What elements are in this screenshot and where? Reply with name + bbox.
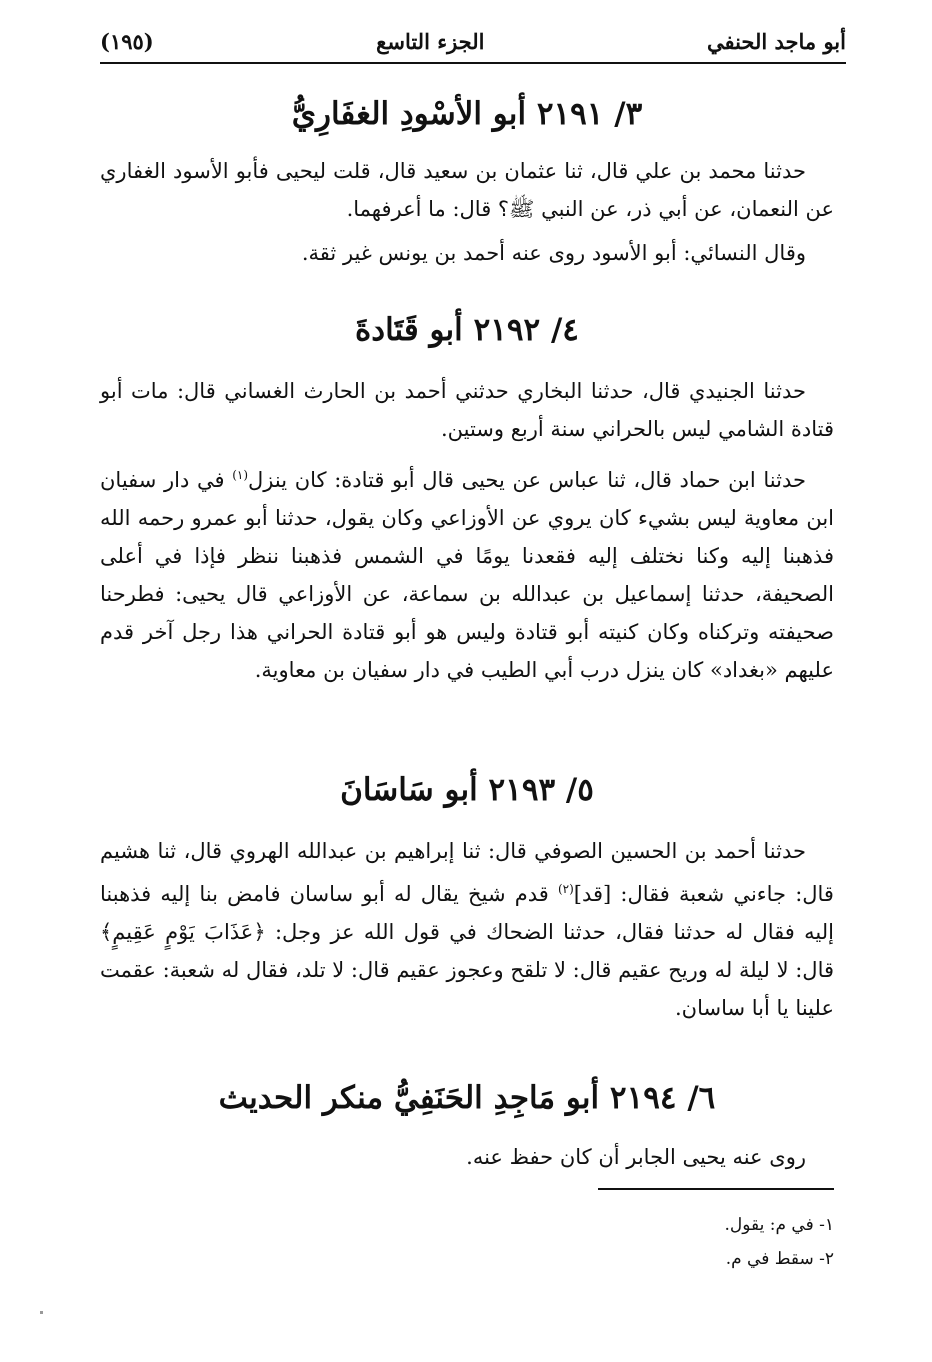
entry-heading-2192: ٤/ ٢١٩٢ أبو قَتَادةَ — [355, 312, 579, 348]
footnote: ١- في م: يقول. — [724, 1215, 834, 1235]
footnote-ref: (١) — [232, 468, 249, 482]
footnote: ٢- سقط في م. — [725, 1249, 834, 1269]
entry-heading-2191: ٣/ ٢١٩١ أبو الأسْودِ الغفَارِيُّ — [291, 96, 643, 132]
entry-body-2191 — [100, 152, 834, 272]
entry-body-2192 — [100, 372, 834, 689]
volume-title: الجزء التاسع — [376, 28, 485, 54]
paragraph: حدثنا محمد بن علي قال، ثنا عثمان بن سعيد قال، قلت ليحيى فأبو الأسود الغفاري عن النعمان، عن أبي ذر، عن النبي ﷺ؟ قال: ما أعرفهما. — [100, 159, 834, 221]
paragraph: وقال النسائي: أبو الأسود روى عنه أحمد بن يونس غير ثقة. — [301, 241, 806, 265]
entry-heading-2193: ٥/ ٢١٩٣ أبو سَاسَانَ — [340, 772, 594, 808]
footnotes — [100, 1208, 834, 1276]
page-header — [100, 24, 846, 58]
paragraph-part: في دار سفيان ابن معاوية ليس بشيء كان يروي عن الأوزاعي وكان يقول، حدثنا أبو عمرو رحمه الله فذهبنا إليه وكنا نختلف إليه فقعدنا يومًا في الشمس فذهبنا ننظر فإذا في أعلى الصحيفة، حدثنا إسماعيل بن عبدالله بن سماعة، عن الأوزاعي قال يحيى: فطرحنا صحيفته وتركناه وكان كنيته أبو قتادة وليس هو أبو قتادة الحراني هذا رجل آخر قدم عليهم «بغداد» كان ينزل درب أبي الطيب في دار سفيان بن معاوية. — [100, 468, 834, 682]
paragraph — [100, 456, 834, 689]
paragraph-part: قدم شيخ يقال له أبو ساسان فامض بنا إليه فذهبنا إليه فقال له حدثنا فقال، حدثنا الضحاك في قول الله عز وجل: ﴿عَذَابَ يَوْمٍ عَقِيمٍ﴾ قال: لا ليلة له وريح عقيم قال: لا تلقح وعجوز عقيم قال: لا تلد، فقال له شعبة: عقمت علينا يا أبا ساسان. — [99, 882, 834, 1020]
paragraph: روى عنه يحيى الجابر أن كان حفظ عنه. — [466, 1145, 806, 1169]
running-title: أبو ماجد الحنفي — [706, 28, 846, 54]
entry-body-2193 — [100, 832, 834, 1027]
page-number: (١٩٥) — [100, 28, 154, 54]
footnote-ref: (٢) — [557, 882, 574, 896]
header-rule — [100, 62, 846, 64]
paragraph-part: حدثنا أحمد بن الحسين الصوفي قال: ثنا إبراهيم بن عبدالله الهروي قال، ثنا هشيم قال: جاءني شعبة فقال: [قد] — [100, 839, 834, 906]
paragraph — [100, 832, 834, 1027]
footnote-rule — [598, 1188, 834, 1190]
entry-heading-2194: ٦/ ٢١٩٤ أبو مَاجِدِ الحَنَفِيُّ منكر الحديث — [218, 1080, 716, 1116]
paragraph: حدثنا الجنيدي قال، حدثنا البخاري حدثني أحمد بن الحارث الغساني قال: مات أبو قتادة الشامي ليس بالحراني سنة أربع وستين. — [100, 379, 834, 441]
entry-body-2194 — [100, 1138, 834, 1176]
scan-speck — [40, 1311, 43, 1314]
paragraph-part: حدثنا ابن حماد قال، ثنا عباس عن يحيى قال أبو قتادة: كان ينزل — [248, 468, 806, 492]
